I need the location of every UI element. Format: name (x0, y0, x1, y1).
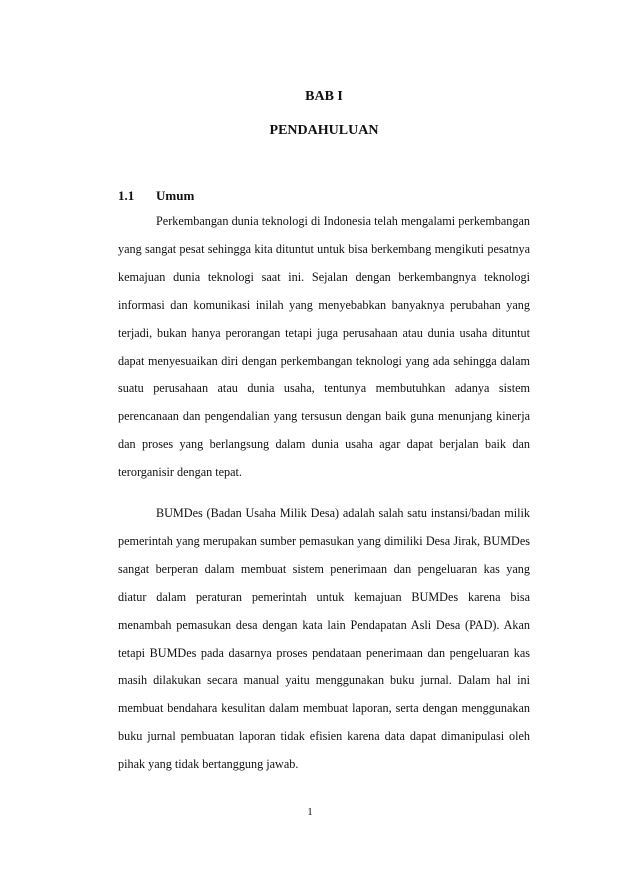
paragraph-1: Perkembangan dunia teknologi di Indonesia telah mengalami perkembangan yang sangat pesat sehingga kita dituntut untuk bisa berkembang mengikuti pesatnya kemajuan dunia teknologi saat ini. Sejalan dengan berkembangnya teknologi informasi dan komunikasi inilah yang menyebabkan banyaknya perubahan yang terjadi, bukan hanya perorangan tetapi juga perusahaan atau dunia usaha dituntut dapat menyesuaikan diri dengan perkembangan teknologi yang ada sehingga dalam suatu perusahaan atau dunia usaha, tentunya membutuhkan adanya sistem perencanaan dan pengendalian yang tersusun dengan baik guna menunjang kinerja dan proses yang berlangsung dalam dunia usaha agar dapat berjalan baik dan terorganisir dengan tepat. (118, 214, 530, 480)
chapter-label: BAB I (305, 89, 343, 104)
section-number: 1.1 (118, 188, 135, 203)
page-number: 1 (307, 806, 313, 818)
section-heading (118, 188, 194, 204)
section-title: Umum (156, 188, 195, 203)
chapter-title: PENDAHULUAN (269, 123, 379, 138)
paragraph-2: BUMDes (Badan Usaha Milik Desa) adalah salah satu instansi/badan milik pemerintah yang merupakan sumber pemasukan yang dimiliki Desa Jirak, BUMDes sangat berperan dalam membuat sistem penerimaan dan pengeluaran kas yang diatur dalam peraturan pemerintah untuk kemajuan BUMDes karena bisa menambah pemasukan desa dengan kata lain Pendapatan Asli Desa (PAD). Akan tetapi BUMDes pada dasarnya proses pendataan penerimaan dan pengeluaran kas masih dilakukan secara manual yaitu menggunakan buku jurnal. Dalam hal ini membuat bendahara kesulitan dalam membuat laporan, serta dengan menggunakan buku jurnal pembuatan laporan tidak efisien karena data dapat dimanipulasi oleh pihak yang tidak bertanggung jawab. (118, 506, 530, 772)
